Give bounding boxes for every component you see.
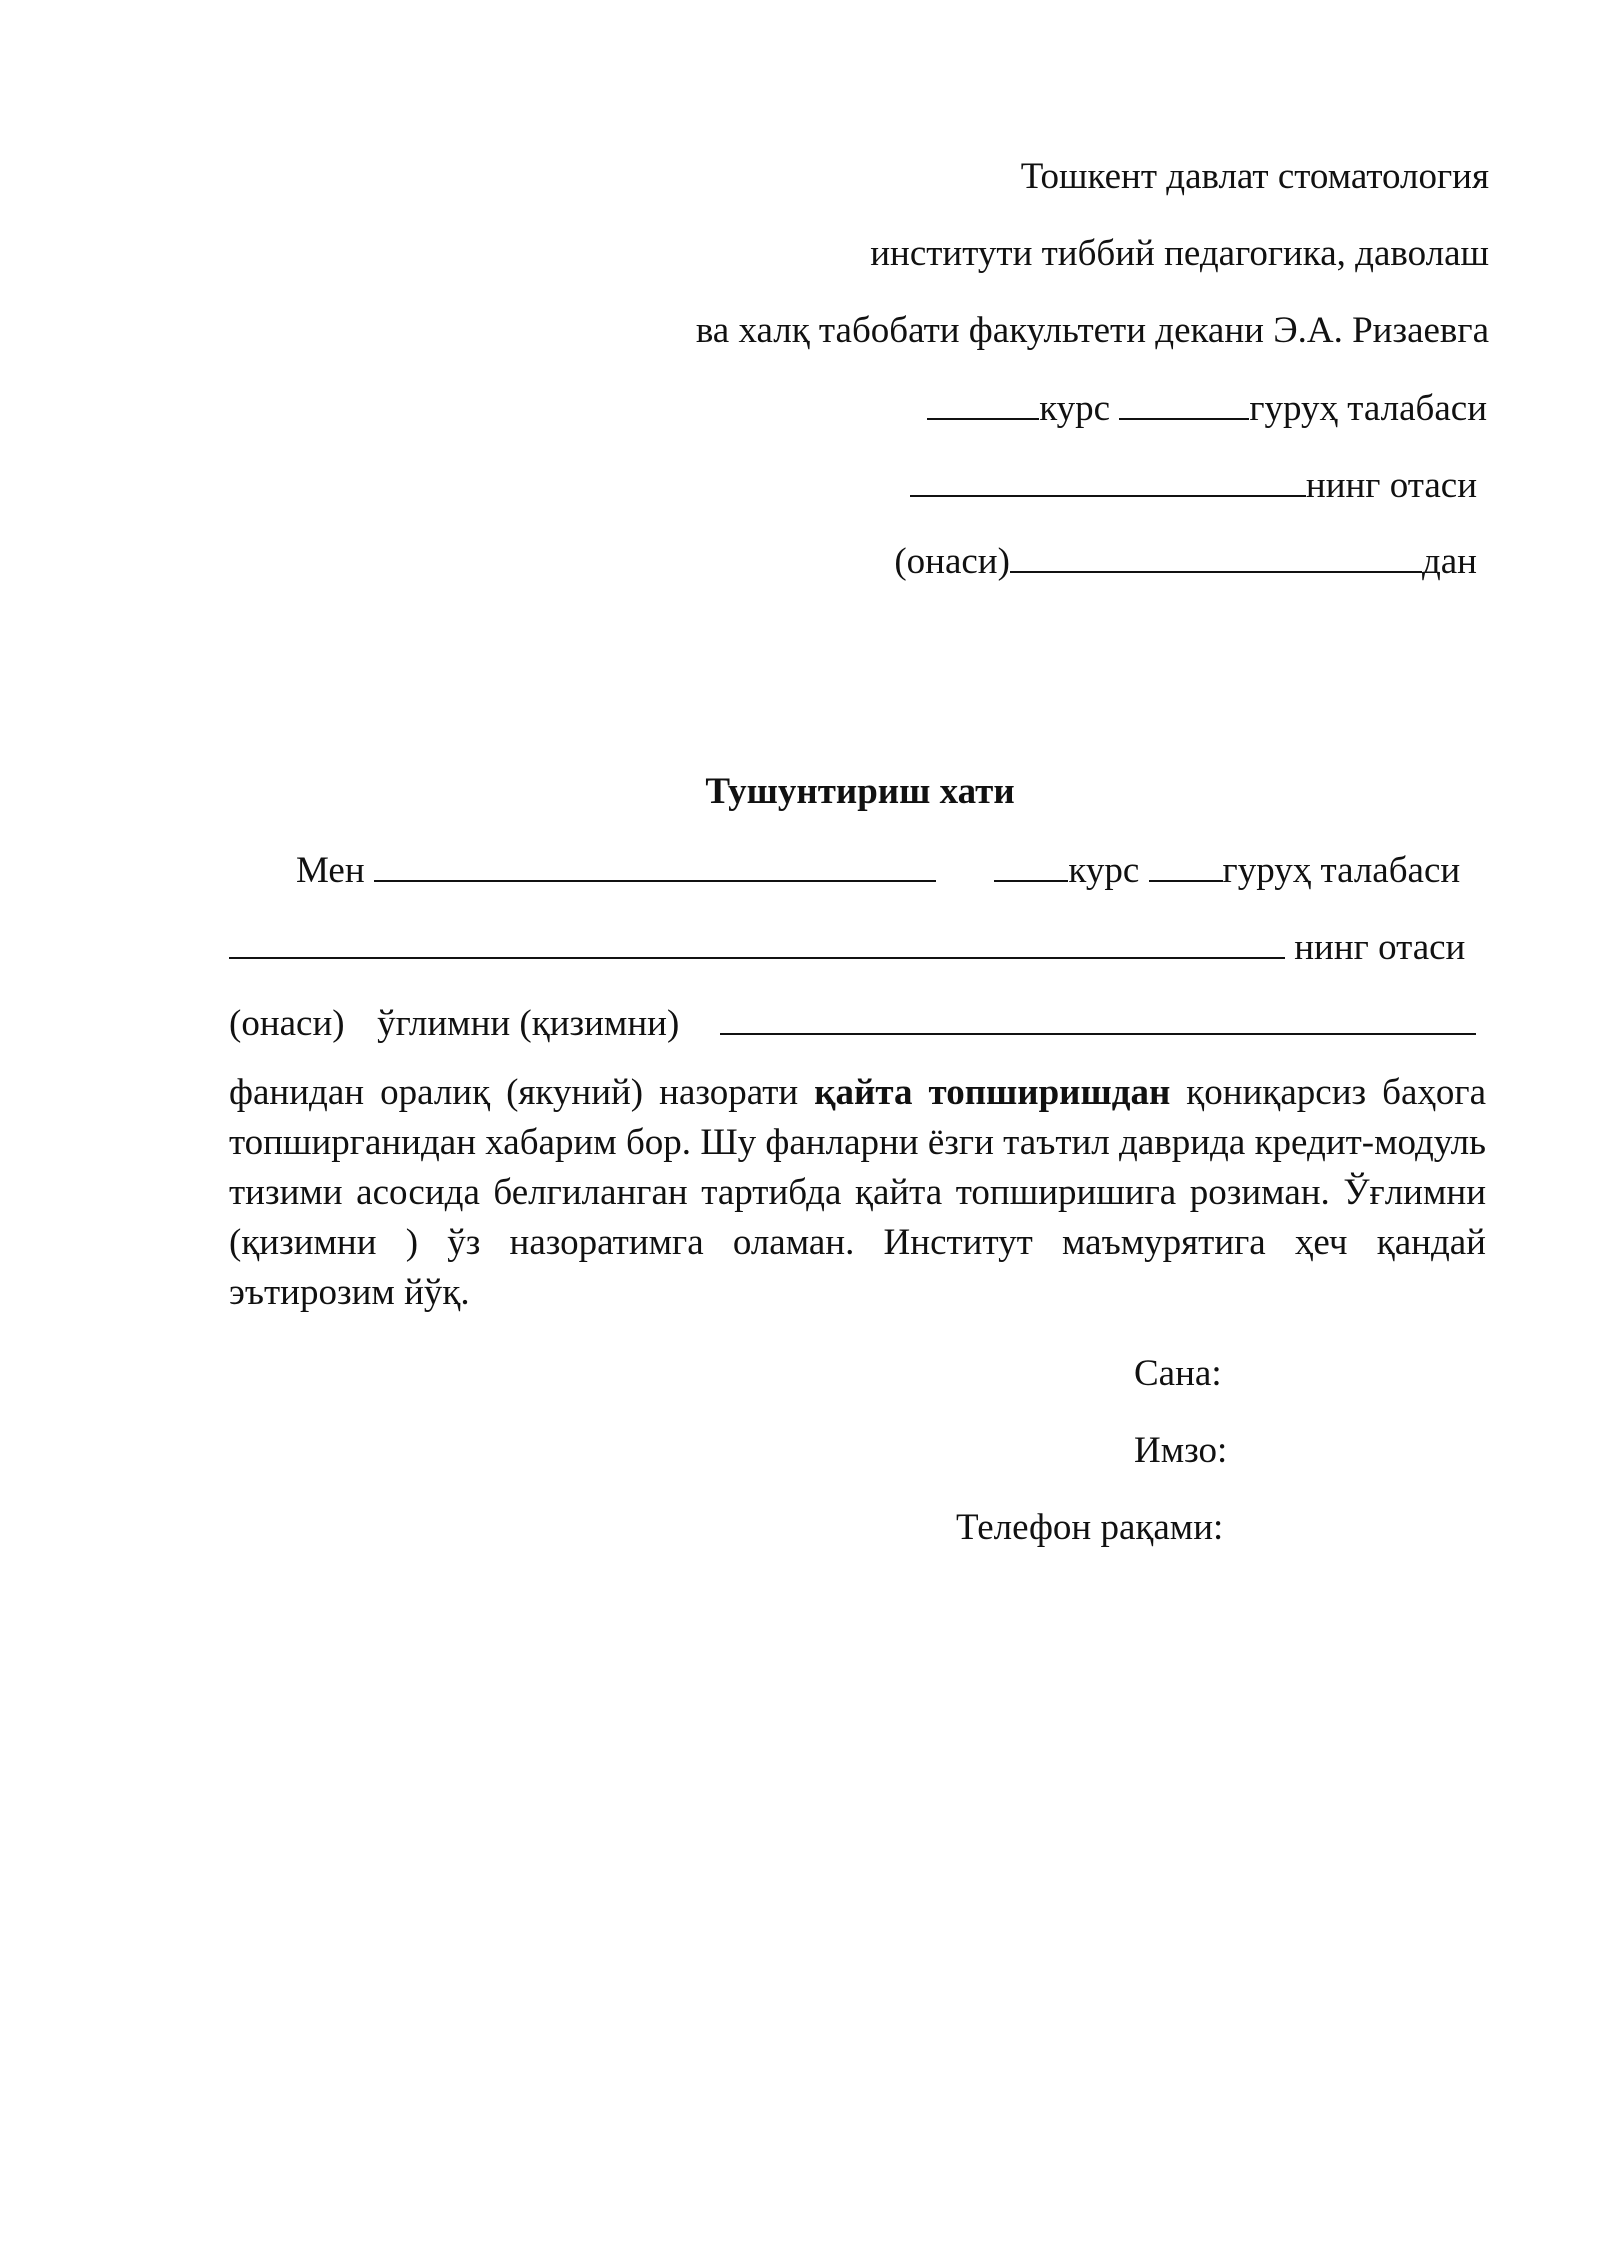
body-father-of-label: нинг отаси bbox=[1294, 927, 1466, 968]
from-label: дан bbox=[1421, 541, 1477, 582]
addressee-line-4 bbox=[927, 388, 1487, 427]
body-course-label: курс bbox=[1068, 850, 1140, 891]
men-label: Мен bbox=[296, 850, 365, 891]
body-row-2 bbox=[229, 927, 1465, 966]
parent-fullname-blank[interactable] bbox=[374, 850, 936, 882]
addressee-line-5 bbox=[910, 465, 1477, 504]
retake-bold-text: қайта топширишдан bbox=[814, 1072, 1171, 1113]
body-course-blank[interactable] bbox=[994, 850, 1068, 882]
body-mother-label: (онаси) bbox=[229, 1003, 345, 1044]
addressee-line-3: ва халқ табобати факультети декани Э.А. Ризаевга bbox=[695, 310, 1489, 351]
addressee-line-2: институти тиббий педагогика, даволаш bbox=[870, 233, 1489, 274]
mother-label: (онаси) bbox=[894, 541, 1010, 582]
addressee-line-6 bbox=[894, 541, 1477, 580]
date-label: Сана: bbox=[1134, 1353, 1222, 1394]
explanation-paragraph bbox=[229, 1068, 1486, 1318]
document-title: Тушунтириш хати bbox=[705, 771, 1015, 812]
group-blank[interactable] bbox=[1119, 388, 1249, 420]
body-group-blank[interactable] bbox=[1149, 850, 1223, 882]
subject-blank[interactable] bbox=[720, 1003, 1476, 1035]
group-student-label: гуруҳ талабаси bbox=[1249, 388, 1487, 429]
body-student-name-blank[interactable] bbox=[229, 927, 1285, 959]
student-name-blank[interactable] bbox=[910, 465, 1306, 497]
body-group-student-label: гуруҳ талабаси bbox=[1222, 850, 1461, 891]
father-of-label: нинг отаси bbox=[1305, 465, 1477, 506]
body-row-1 bbox=[296, 850, 1460, 889]
course-blank[interactable] bbox=[927, 388, 1039, 420]
para-rest: қониқарсиз баҳога топширганидан хабарим бор. Шу фанларни ёзги таътил даврида кредит-модуль тизими асосида белгиланган тартибда қайта топширишига розиман. Ўғлимни (қизимни ) ўз назоратимга оламан. Институт маъмурятига ҳеч қандай эътирозим йўқ. bbox=[229, 1072, 1486, 1313]
body-row-3 bbox=[229, 1003, 1476, 1042]
addressee-line-1: Тошкент давлат стоматология bbox=[1020, 156, 1489, 197]
course-label: курс bbox=[1039, 388, 1111, 429]
son-daughter-label: ўглимни (қизимни) bbox=[377, 1003, 680, 1044]
parent-name-blank[interactable] bbox=[1010, 541, 1422, 573]
signature-label: Имзо: bbox=[1134, 1430, 1228, 1471]
phone-label: Телефон рақами: bbox=[956, 1507, 1224, 1548]
para-start: фанидан оралиқ (якуний) назорати bbox=[229, 1072, 815, 1113]
